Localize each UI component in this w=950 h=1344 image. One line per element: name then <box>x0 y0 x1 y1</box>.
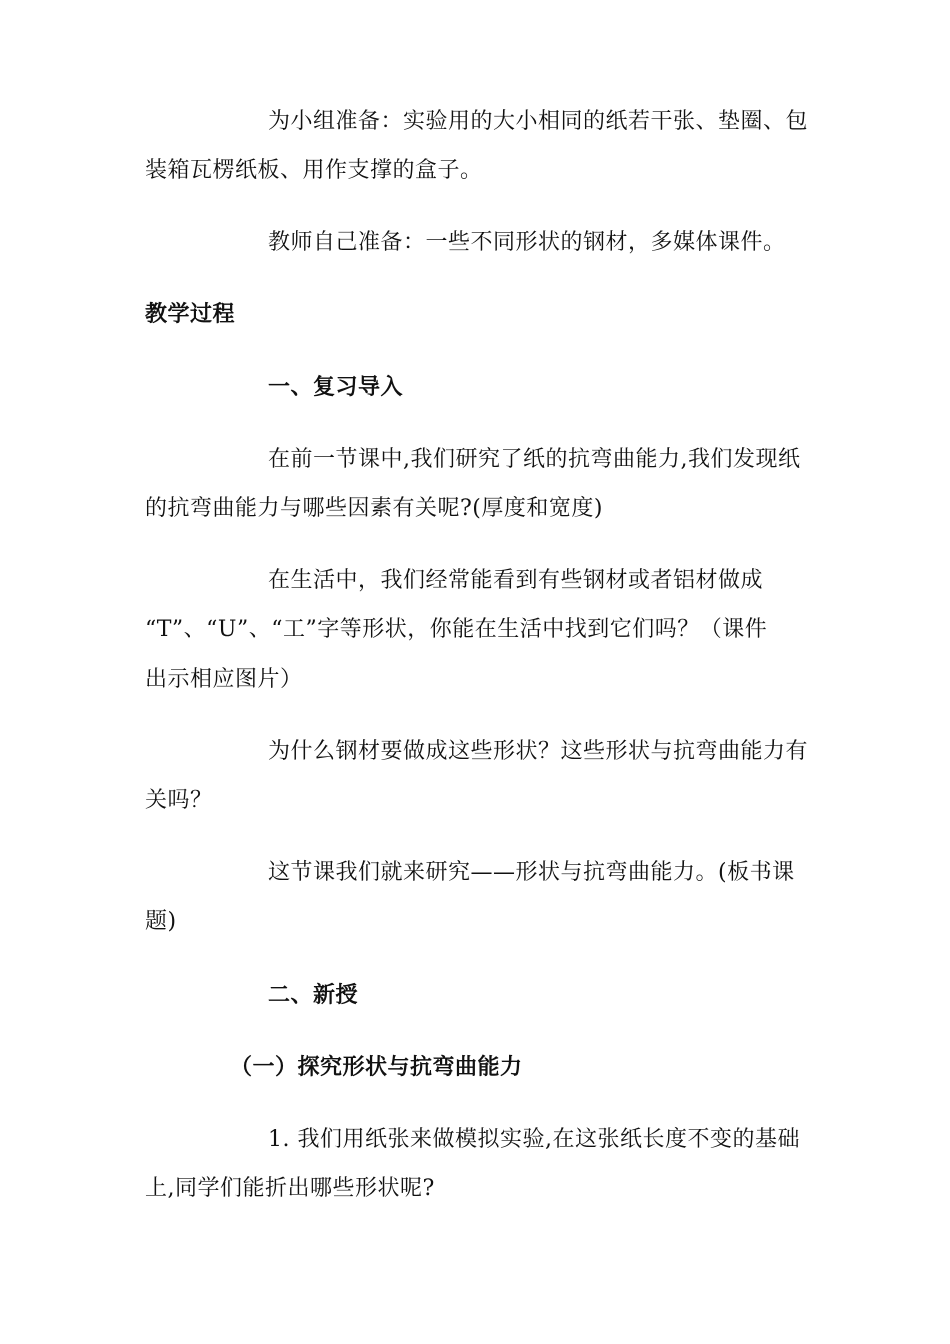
paragraph-lesson-topic-line2: 题) <box>145 909 177 934</box>
paragraph-previous-lesson-line1: 在前一节课中,我们研究了纸的抗弯曲能力,我们发现纸 <box>268 447 801 472</box>
heading-teaching-process: 教学过程 <box>145 302 236 327</box>
heading-new-lesson: 二、新授 <box>268 983 359 1008</box>
paragraph-lesson-topic-line1: 这节课我们就来研究——形状与抗弯曲能力。(板书课 <box>268 860 795 885</box>
paragraph-group-prep-line2: 装箱瓦楞纸板、用作支撑的盒子。 <box>145 158 483 183</box>
heading-explore-shape: （一）探究形状与抗弯曲能力 <box>230 1055 523 1080</box>
paragraph-teacher-prep: 教师自己准备：一些不同形状的钢材，多媒体课件。 <box>268 230 786 255</box>
paragraph-steel-shapes-line3: 出示相应图片） <box>145 667 303 692</box>
paragraph-previous-lesson-line2: 的抗弯曲能力与哪些因素有关呢?(厚度和宽度) <box>145 496 603 521</box>
paragraph-why-shapes-line2: 关吗？ <box>145 788 213 813</box>
paragraph-why-shapes-line1: 为什么钢材要做成这些形状？这些形状与抗弯曲能力有 <box>268 739 809 764</box>
paragraph-paper-experiment-line2: 上,同学们能折出哪些形状呢? <box>145 1176 435 1201</box>
paragraph-paper-experiment-line1: 1. 我们用纸张来做模拟实验,在这张纸长度不变的基础 <box>268 1127 800 1152</box>
paragraph-steel-shapes-line1: 在生活中，我们经常能看到有些钢材或者铝材做成 <box>268 568 764 593</box>
paragraph-steel-shapes-line2: “T”、“U”、“工”字等形状，你能在生活中找到它们吗？（课件 <box>145 617 768 642</box>
heading-review-intro: 一、复习导入 <box>268 375 404 400</box>
paragraph-group-prep-line1: 为小组准备：实验用的大小相同的纸若干张、垫圈、包 <box>268 109 809 134</box>
